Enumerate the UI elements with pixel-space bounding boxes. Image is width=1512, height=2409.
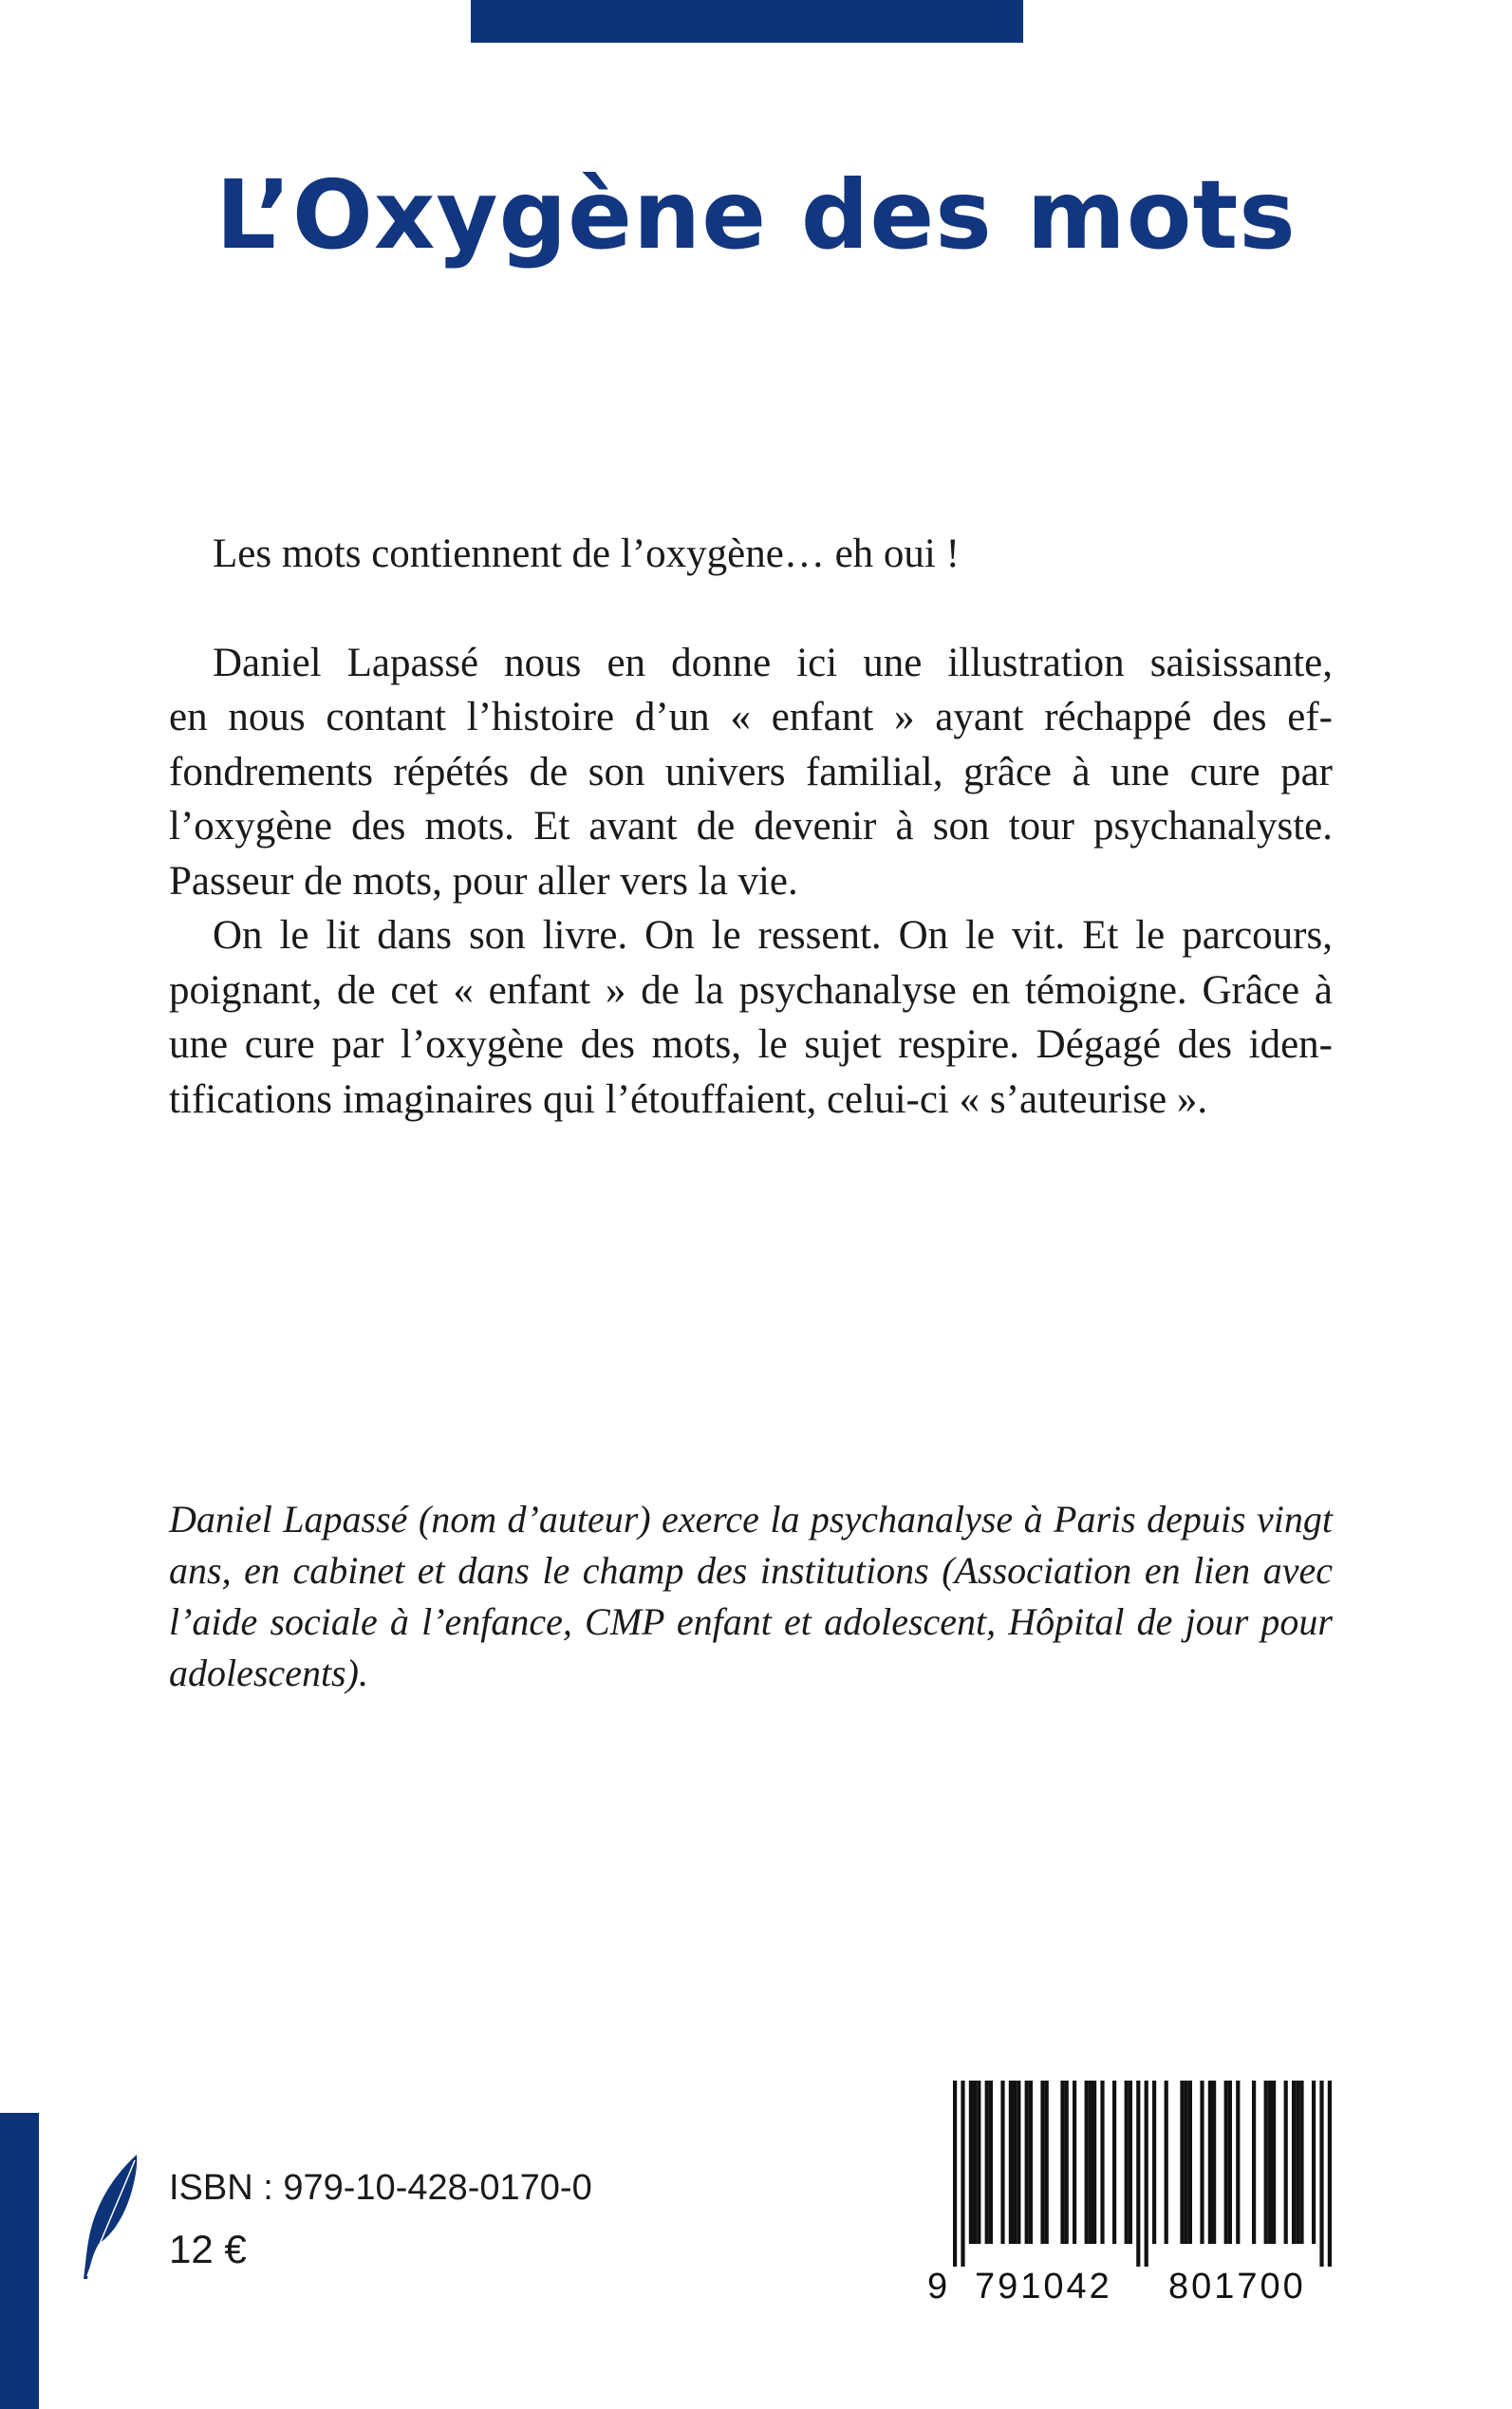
left-accent-bar [0,2113,39,2409]
barcode-bar [989,2081,993,2244]
barcode-bar [1284,2081,1288,2244]
barcode-bar [1319,2081,1323,2267]
barcode-bar [1212,2081,1216,2244]
barcode-bar [1264,2081,1268,2244]
barcode-bar [1145,2081,1148,2267]
bio-line: ans, en cabinet et dans le champ des institutions (Association en lien avec [169,1549,1333,1592]
blurb-line: Daniel Lapassé nous en donne ici une illustration saisissante, [213,640,1333,685]
barcode-bar [1272,2081,1276,2244]
barcode-bar [973,2081,977,2244]
barcode [927,2081,1343,2308]
barcode-bar [1208,2081,1212,2244]
barcode-bar [1060,2081,1064,2244]
barcode-bar [1125,2081,1129,2244]
back-cover-blurb [169,527,1333,1127]
bio-line: l’aide sociale à l’enfance, CMP enfant et adolescent, Hôpital de jour pour [169,1600,1333,1643]
blurb-lead: Les mots contiennent de l’oxygène… eh oui ! [213,532,960,576]
bio-line: Daniel Lapassé (nom d’auteur) exerce la psychanalyse à Paris depuis vingt [169,1498,1333,1541]
quill-icon [78,2153,144,2281]
barcode-bar [1112,2081,1116,2244]
top-accent-bar [471,0,1023,43]
barcode-bar [1188,2081,1192,2244]
barcode-digits-right: 801700 [1168,2267,1306,2306]
barcode-bar [1328,2081,1332,2267]
barcode-digits-left: 791042 [975,2267,1112,2306]
barcode-bar [1292,2081,1296,2244]
isbn-number: ISBN : 979-10-428-0170-0 [169,2168,592,2208]
blurb-line: une cure par l’oxygène des mots, le sujet respire. Dégagé des iden- [169,1022,1333,1067]
barcode-bar [961,2081,964,2267]
barcode-bar [1228,2081,1232,2244]
barcode-bar [1029,2081,1033,2244]
barcode-bar [1009,2081,1013,2244]
barcode-bar [1252,2081,1256,2244]
barcode-bar [985,2081,989,2244]
barcode-bar [1100,2081,1104,2244]
barcode-bar [969,2081,973,2244]
barcode-bar [1073,2081,1076,2244]
barcode-bar [1185,2081,1188,2244]
barcode-bar [1025,2081,1029,2244]
barcode-bar [953,2081,957,2267]
barcode-bar [1089,2081,1092,2244]
barcode-bar [1180,2081,1184,2244]
barcode-bar [1152,2081,1156,2244]
barcode-bar [1165,2081,1168,2244]
blurb-line: tifications imaginaires qui l’étouffaient, celui-ci « s’auteurise ». [169,1076,1208,1122]
barcode-bar [1013,2081,1017,2244]
barcode-bar [977,2081,980,2244]
barcode-bar [1065,2081,1069,2244]
barcode-bar [1017,2081,1020,2244]
barcode-bar [1224,2081,1228,2244]
book-title: L’Oxygène des mots [215,159,1297,271]
blurb-line: en nous contant l’histoire d’un « enfant » ayant réchappé des ef- [169,695,1333,739]
barcode-bar [1200,2081,1204,2244]
blurb-line: poignant, de cet « enfant » de la psychanalyse en témoigne. Grâce à [169,967,1333,1013]
blurb-line: On le lit dans son livre. On le ressent. On le vit. Et le parcours, [213,913,1333,958]
barcode-bar [1268,2081,1272,2244]
blurb-line: Passeur de mots, pour aller vers la vie. [169,858,798,904]
barcode-bar [1299,2081,1303,2244]
barcode-bar [1000,2081,1004,2244]
barcode-bar [1136,2081,1140,2267]
barcode-digit-first: 9 [927,2267,951,2306]
barcode-bar [1296,2081,1299,2244]
barcode-bar [1040,2081,1044,2244]
price: 12 € [169,2227,247,2271]
bio-line: adolescents). [169,1652,368,1694]
barcode-bars [933,2081,1343,2267]
barcode-bar [1092,2081,1096,2244]
barcode-bar [1085,2081,1089,2244]
barcode-bar [1236,2081,1240,2244]
blurb-line: fondrements répétés de son univers familial, grâce à une cure par [169,749,1333,794]
author-bio [169,1494,1333,1699]
barcode-bar [1045,2081,1049,2244]
barcode-bar [1129,2081,1132,2244]
blurb-line: l’oxygène des mots. Et avant de devenir à son tour psychanalyste. [169,804,1333,849]
barcode-bar [1312,2081,1316,2244]
